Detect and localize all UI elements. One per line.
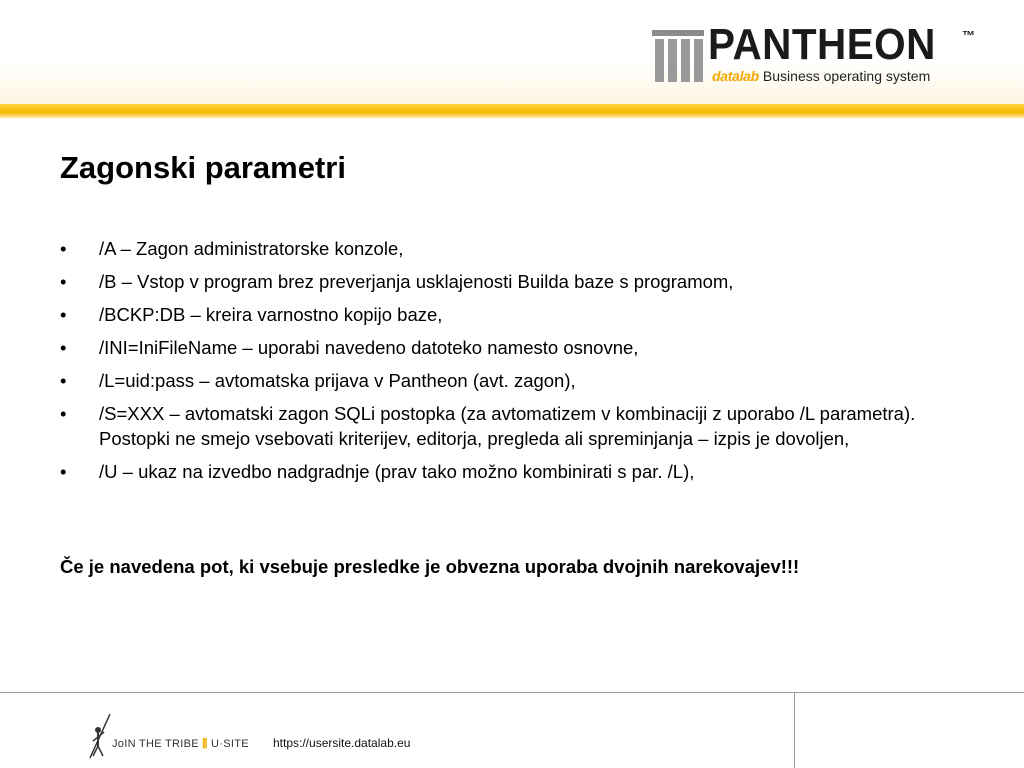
footer-vertical-divider [794,692,795,768]
list-item-text: /A – Zagon administratorske konzole, [99,238,404,259]
bullet-marker: • [60,304,67,325]
logo-wordmark: PANTHEON [708,20,936,69]
bullet-marker: • [60,461,67,482]
datalab-brand: datalab [712,68,759,84]
list-item [60,302,980,327]
list-item-text: /B – Vstop v program brez preverjanja usklajenosti Builda baze s programom, [99,271,734,292]
usersite-link[interactable]: https://usersite.datalab.eu [273,736,411,750]
tribe-columns-icon: ⫼ [202,738,208,750]
list-item-text: /S=XXX – avtomatski zagon SQLi postopka (za avtomatizem v kombinaciji z uporabo /L parametra). Postopki ne smejo vsebovati kriterijev, editorja, pregleda ali spreminjanja – izpis je dovoljen, [99,403,916,449]
footer-tagline [112,738,249,751]
list-item [60,335,980,360]
tribe-figure-icon [84,712,114,762]
logo-tagline: Business operating system [762,68,931,84]
parameter-list [60,236,980,492]
tagline-site: U·SITE [211,738,249,750]
pantheon-logo [652,20,992,90]
quotes-note: Če je navedena pot, ki vsebuje presledke je obvezna uporaba dvojnih narekovajev!!! [60,556,800,577]
list-item-text: /U – ukaz na izvedbo nadgradnje (prav tako možno kombinirati s par. /L), [99,461,695,482]
tagline-prefix: JoIN THE TRIBE [112,738,199,750]
logo-trademark: ™ [962,28,975,43]
bullet-marker: • [60,370,67,391]
list-item [60,401,980,451]
bullet-marker: • [60,238,67,259]
list-item [60,236,980,261]
pantheon-columns-icon [652,30,704,82]
footer-divider [0,692,1024,693]
join-the-tribe-logo [84,712,274,762]
slide-title: Zagonski parametri [60,150,346,185]
list-item [60,269,980,294]
list-item-text: /INI=IniFileName – uporabi navedeno datoteko namesto osnovne, [99,337,639,358]
bullet-marker: • [60,271,67,292]
bullet-marker: • [60,337,67,358]
bullet-marker: • [60,403,67,424]
list-item [60,368,980,393]
list-item-text: /L=uid:pass – avtomatska prijava v Pantheon (avt. zagon), [99,370,576,391]
logo-subtitle [712,68,930,84]
list-item-text: /BCKP:DB – kreira varnostno kopijo baze, [99,304,443,325]
list-item [60,459,980,484]
header-accent-bar [0,104,1024,118]
